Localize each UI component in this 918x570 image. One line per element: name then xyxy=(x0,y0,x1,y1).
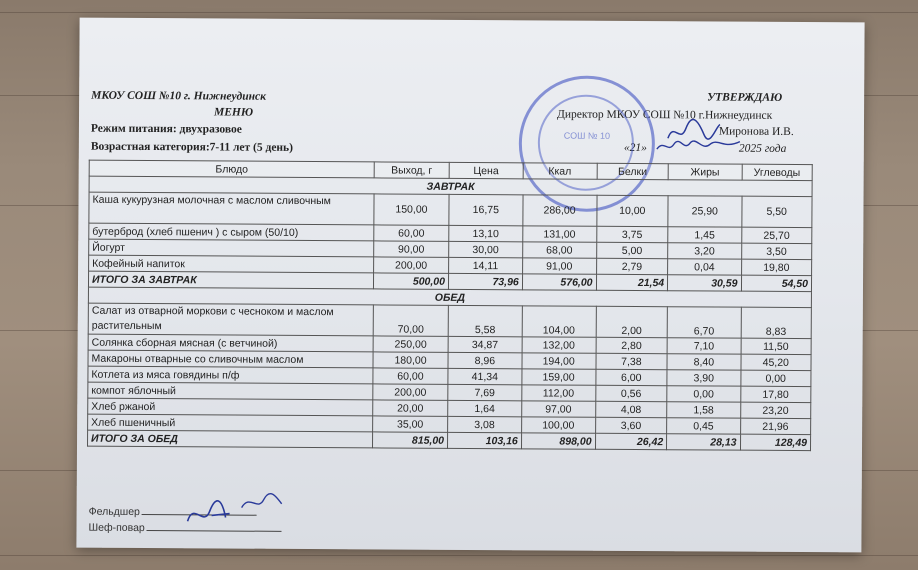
kcal-cell: 100,00 xyxy=(521,417,595,433)
school-name: МКОУ СОШ №10 г. Нижнеудинск xyxy=(91,89,266,103)
date-year: 2025 года xyxy=(738,142,787,155)
protein-cell: 6,00 xyxy=(595,369,667,385)
approve-label: УТВЕРЖДАЮ xyxy=(707,91,783,104)
col-fat: Жиры xyxy=(668,164,741,180)
kcal-cell: 104,00 xyxy=(522,306,596,337)
fat-cell: 0,45 xyxy=(667,418,740,434)
protein-cell: 2,80 xyxy=(596,337,668,353)
col-yield: Выход, г xyxy=(374,162,449,178)
carbs-cell: 25,70 xyxy=(741,227,812,243)
fat-cell: 3,20 xyxy=(668,243,741,259)
price-cell: 34,87 xyxy=(448,336,522,352)
regime-label: Режим питания: двухразовое xyxy=(90,122,242,136)
fat-cell: 0,00 xyxy=(667,386,740,402)
carbs-cell: 19,80 xyxy=(741,259,812,275)
col-dish: Блюдо xyxy=(89,160,374,178)
menu-table xyxy=(87,160,813,451)
protein-cell: 2,00 xyxy=(596,306,668,337)
menu-title: МЕНЮ xyxy=(214,106,254,119)
carbs-cell: 3,50 xyxy=(741,243,812,259)
price-cell: 16,75 xyxy=(449,194,523,225)
price-cell: 5,58 xyxy=(448,305,522,336)
col-price: Цена xyxy=(449,162,523,178)
fat-cell: 0,04 xyxy=(668,259,741,275)
total-carbs: 128,49 xyxy=(740,434,811,450)
age-category: Возрастная категория:7-11 лет (5 день) xyxy=(90,140,294,154)
dish-cell: бутерброд (хлеб пшенич ) с сыром (50/10) xyxy=(89,223,374,241)
total-price: 103,16 xyxy=(447,432,521,448)
kcal-cell: 132,00 xyxy=(522,337,596,353)
dish-cell: компот яблочный xyxy=(88,382,373,400)
yield-cell: 150,00 xyxy=(374,194,449,225)
fat-cell: 3,90 xyxy=(667,370,740,386)
kcal-cell: 68,00 xyxy=(522,242,596,258)
section-label: ОБЕД xyxy=(88,287,811,307)
carbs-cell: 5,50 xyxy=(741,196,812,227)
yield-cell: 20,00 xyxy=(373,400,448,416)
table-row xyxy=(88,303,811,338)
date-prefix: «21» xyxy=(623,141,647,155)
fat-cell: 25,90 xyxy=(668,196,742,227)
yield-cell: 70,00 xyxy=(373,305,448,336)
section-label: ЗАВТРАК xyxy=(89,176,812,196)
total-fat: 28,13 xyxy=(667,434,740,450)
yield-cell: 35,00 xyxy=(373,416,448,432)
col-kcal: Ккал xyxy=(523,163,597,179)
total-kcal: 898,00 xyxy=(521,433,595,449)
fat-cell: 1,45 xyxy=(668,227,741,243)
total-kcal: 576,00 xyxy=(522,274,596,290)
price-cell: 30,00 xyxy=(449,241,523,257)
dish-cell: Йогурт xyxy=(89,239,374,257)
total-protein: 21,54 xyxy=(596,274,668,290)
dish-cell: Котлета из мяса говядины п/ф xyxy=(88,366,373,384)
total-price: 73,96 xyxy=(448,273,522,289)
carbs-cell: 8,83 xyxy=(741,307,812,338)
kcal-cell: 286,00 xyxy=(523,195,597,226)
kcal-cell: 97,00 xyxy=(521,401,595,417)
price-cell: 41,34 xyxy=(448,368,522,384)
carbs-cell: 23,20 xyxy=(740,402,811,418)
protein-cell: 10,00 xyxy=(596,195,668,226)
yield-cell: 180,00 xyxy=(373,352,448,368)
total-fat: 30,59 xyxy=(668,275,741,291)
dish-cell: Каша кукурузная молочная с маслом сливочным xyxy=(89,192,374,225)
price-cell: 8,96 xyxy=(448,352,522,368)
fat-cell: 8,40 xyxy=(667,354,740,370)
stamp-text: СОШ № 10 xyxy=(563,130,611,141)
carbs-cell: 11,50 xyxy=(741,338,812,354)
yield-cell: 60,00 xyxy=(373,368,448,384)
kcal-cell: 91,00 xyxy=(522,258,596,274)
yield-cell: 200,00 xyxy=(374,257,449,273)
kcal-cell: 112,00 xyxy=(522,385,596,401)
total-yield: 815,00 xyxy=(373,432,448,448)
handwritten-month xyxy=(654,135,744,158)
total-label: ИТОГО ЗА ЗАВТРАК xyxy=(88,271,373,289)
price-cell: 1,64 xyxy=(448,400,522,416)
kcal-cell: 194,00 xyxy=(522,353,596,369)
lunch-total-row xyxy=(88,430,811,450)
yield-cell: 200,00 xyxy=(373,384,448,400)
dish-cell: Хлеб ржаной xyxy=(88,398,373,416)
col-carbs: Углеводы xyxy=(742,164,813,180)
price-cell: 7,69 xyxy=(448,384,522,400)
protein-cell: 4,08 xyxy=(595,401,667,417)
fat-cell: 1,58 xyxy=(667,402,740,418)
director-name: Миронова И.В. xyxy=(718,125,794,138)
carbs-cell: 21,96 xyxy=(740,418,811,434)
protein-cell: 5,00 xyxy=(596,242,668,258)
yield-cell: 90,00 xyxy=(374,241,449,257)
protein-cell: 7,38 xyxy=(596,353,668,369)
total-yield: 500,00 xyxy=(374,273,449,289)
price-cell: 13,10 xyxy=(449,225,523,241)
price-cell: 3,08 xyxy=(448,416,522,432)
dish-cell: Солянка сборная мясная (с ветчиной) xyxy=(88,334,373,352)
yield-cell: 250,00 xyxy=(373,336,448,352)
carbs-cell: 45,20 xyxy=(740,354,811,370)
dish-cell: Хлеб пшеничный xyxy=(88,414,373,432)
total-protein: 26,42 xyxy=(595,433,667,449)
dish-cell: Кофейный напиток xyxy=(89,255,374,273)
protein-cell: 3,60 xyxy=(595,417,667,433)
carbs-cell: 17,80 xyxy=(740,386,811,402)
dish-cell: Салат из отварной моркови с чесноком и маслом растительным xyxy=(88,303,373,336)
table-row xyxy=(89,192,812,227)
protein-cell: 2,79 xyxy=(596,258,668,274)
staff-signatures xyxy=(181,491,291,534)
protein-cell: 0,56 xyxy=(595,385,667,401)
carbs-cell: 0,00 xyxy=(740,370,811,386)
total-carbs: 54,50 xyxy=(741,275,812,291)
kcal-cell: 131,00 xyxy=(523,226,597,242)
fat-cell: 7,10 xyxy=(667,338,740,354)
price-cell: 14,11 xyxy=(449,257,523,273)
kcal-cell: 159,00 xyxy=(522,369,596,385)
yield-cell: 60,00 xyxy=(374,225,449,241)
total-label: ИТОГО ЗА ОБЕД xyxy=(88,430,373,448)
paramedic-label: Фельдшер xyxy=(88,505,140,518)
menu-document xyxy=(76,18,864,553)
protein-cell: 3,75 xyxy=(596,226,668,242)
dish-cell: Макароны отварные со сливочным маслом xyxy=(88,350,373,368)
chef-label: Шеф-повар xyxy=(88,521,145,535)
col-protein: Белки xyxy=(597,163,669,179)
director-title: Директор МКОУ СОШ №10 г.Нижнеудинск xyxy=(557,108,773,122)
fat-cell: 6,70 xyxy=(667,307,741,338)
